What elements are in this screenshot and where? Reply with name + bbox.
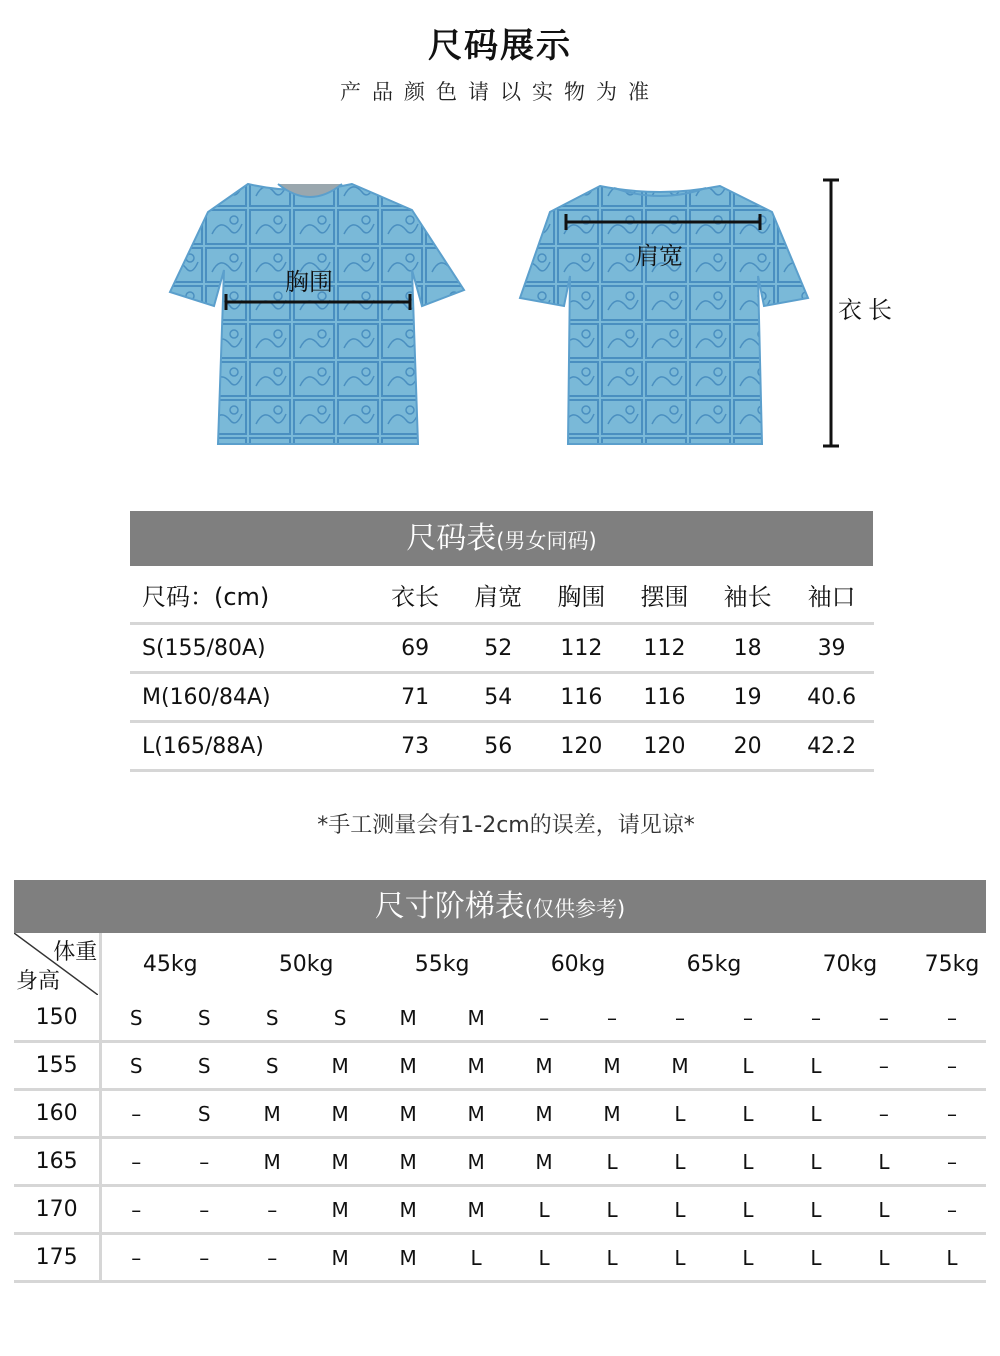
- ladder-size-cell: L: [510, 1234, 578, 1282]
- ladder-size-cell: –: [170, 1234, 238, 1282]
- table-cell: 112: [623, 624, 706, 673]
- ladder-size-cell: M: [442, 995, 510, 1042]
- ladder-size-cell: M: [578, 1090, 646, 1138]
- ladder-header-row: [14, 933, 986, 995]
- corner-weight-label: 体重: [53, 940, 98, 965]
- header-cell: 肩宽: [457, 566, 540, 624]
- ladder-size-cell: M: [306, 1186, 374, 1234]
- ladder-size-cell: M: [306, 1042, 374, 1090]
- ladder-size-cell: L: [918, 1234, 986, 1282]
- ladder-size-cell: L: [646, 1138, 714, 1186]
- ladder-size-cell: L: [646, 1090, 714, 1138]
- ladder-size-cell: L: [442, 1234, 510, 1282]
- size-table-subtitle: (男女同码): [496, 529, 597, 553]
- ladder-size-cell: –: [918, 1090, 986, 1138]
- page-subtitle: 产品颜色请以实物为准: [340, 80, 660, 104]
- ladder-size-cell: M: [442, 1042, 510, 1090]
- ladder-size-cell: L: [850, 1234, 918, 1282]
- header-cell: 摆围: [623, 566, 706, 624]
- ladder-row: [14, 1186, 986, 1234]
- table-cell: 116: [540, 673, 623, 722]
- ladder-size-cell: M: [306, 1138, 374, 1186]
- ladder-size-cell: L: [850, 1138, 918, 1186]
- table-cell: 20: [706, 722, 789, 771]
- ladder-size-cell: S: [101, 995, 171, 1042]
- ladder-size-cell: L: [714, 1234, 782, 1282]
- table-cell: S(155/80A): [130, 624, 374, 673]
- ladder-size-cell: L: [714, 1090, 782, 1138]
- height-cell: 150: [14, 995, 101, 1042]
- ladder-size-cell: –: [238, 1234, 306, 1282]
- height-cell: 170: [14, 1186, 101, 1234]
- ladder-size-cell: M: [306, 1234, 374, 1282]
- weight-header: 50kg: [278, 951, 334, 977]
- ladder-size-cell: L: [782, 1186, 850, 1234]
- ladder-row: [14, 1234, 986, 1282]
- table-cell: M(160/84A): [130, 673, 374, 722]
- ladder-size-cell: –: [170, 1186, 238, 1234]
- ladder-row: [14, 1042, 986, 1090]
- table-cell: 120: [540, 722, 623, 771]
- size-table: [130, 566, 874, 772]
- ladder-size-cell: S: [170, 1090, 238, 1138]
- header-cell: 衣长: [374, 566, 457, 624]
- table-cell: 39: [789, 624, 874, 673]
- table-cell: L(165/88A): [130, 722, 374, 771]
- table-row: [130, 722, 874, 771]
- table-cell: 116: [623, 673, 706, 722]
- ladder-size-cell: –: [646, 995, 714, 1042]
- header-cell: 尺码：(cm): [130, 566, 374, 624]
- ladder-size-cell: S: [170, 1042, 238, 1090]
- ladder-size-cell: –: [782, 995, 850, 1042]
- ladder-row: [14, 995, 986, 1042]
- ladder-size-cell: M: [442, 1090, 510, 1138]
- ladder-size-cell: S: [306, 995, 374, 1042]
- table-row: [130, 673, 874, 722]
- ladder-size-cell: L: [782, 1138, 850, 1186]
- ladder-size-cell: L: [782, 1234, 850, 1282]
- ladder-size-cell: L: [578, 1186, 646, 1234]
- shoulder-label: 肩宽: [635, 242, 683, 270]
- ladder-banner: [14, 880, 986, 933]
- ladder-size-cell: L: [646, 1186, 714, 1234]
- ladder-size-cell: M: [578, 1042, 646, 1090]
- table-cell: 120: [623, 722, 706, 771]
- ladder-size-cell: L: [578, 1138, 646, 1186]
- header-cell: 袖长: [706, 566, 789, 624]
- ladder-size-cell: M: [374, 995, 442, 1042]
- length-measure-line: [823, 180, 839, 446]
- ladder-size-cell: M: [374, 1090, 442, 1138]
- table-cell: 73: [374, 722, 457, 771]
- table-cell: 18: [706, 624, 789, 673]
- weight-header: 75kg: [924, 951, 980, 977]
- ladder-size-cell: L: [714, 1186, 782, 1234]
- ladder-size-cell: S: [238, 995, 306, 1042]
- ladder-corner-cell: [14, 933, 101, 995]
- ladder-row: [14, 1090, 986, 1138]
- ladder-size-cell: L: [850, 1186, 918, 1234]
- ladder-size-cell: M: [510, 1042, 578, 1090]
- ladder-size-cell: M: [374, 1042, 442, 1090]
- weight-header: 45kg: [142, 951, 198, 977]
- chest-label: 胸围: [285, 268, 333, 296]
- ladder-size-cell: –: [918, 1042, 986, 1090]
- ladder-size-cell: –: [850, 1090, 918, 1138]
- table-cell: 71: [374, 673, 457, 722]
- ladder-size-cell: –: [101, 1186, 171, 1234]
- ladder-size-cell: L: [646, 1234, 714, 1282]
- ladder-size-cell: –: [850, 1042, 918, 1090]
- weight-header: 70kg: [822, 951, 878, 977]
- size-table-header-row: [130, 566, 874, 624]
- tshirt-illustration: [160, 170, 920, 470]
- weight-header: 60kg: [550, 951, 606, 977]
- length-label: 衣长: [838, 296, 898, 324]
- ladder-size-cell: –: [714, 995, 782, 1042]
- table-cell: 56: [457, 722, 540, 771]
- measurement-note: *手工测量会有1-2cm的误差，请见谅*: [317, 813, 695, 838]
- ladder-size-cell: –: [101, 1138, 171, 1186]
- ladder-size-cell: S: [101, 1042, 171, 1090]
- header-cell: 袖口: [789, 566, 874, 624]
- ladder-size-cell: –: [918, 1186, 986, 1234]
- table-cell: 19: [706, 673, 789, 722]
- table-cell: 112: [540, 624, 623, 673]
- height-cell: 160: [14, 1090, 101, 1138]
- ladder-size-cell: M: [374, 1234, 442, 1282]
- weight-header: 65kg: [686, 951, 742, 977]
- ladder-size-cell: M: [238, 1090, 306, 1138]
- ladder-title: 尺寸阶梯表: [374, 889, 525, 924]
- ladder-size-cell: –: [918, 1138, 986, 1186]
- ladder-size-cell: M: [238, 1138, 306, 1186]
- table-cell: 54: [457, 673, 540, 722]
- height-cell: 165: [14, 1138, 101, 1186]
- ladder-size-cell: S: [170, 995, 238, 1042]
- back-tshirt: [520, 186, 808, 444]
- table-cell: 69: [374, 624, 457, 673]
- ladder-size-cell: M: [510, 1138, 578, 1186]
- ladder-size-cell: –: [101, 1234, 171, 1282]
- ladder-size-cell: M: [510, 1090, 578, 1138]
- ladder-size-cell: –: [101, 1090, 171, 1138]
- ladder-size-cell: M: [374, 1138, 442, 1186]
- table-cell: 52: [457, 624, 540, 673]
- size-table-banner: [130, 511, 873, 566]
- ladder-subtitle: (仅供参考): [524, 897, 626, 921]
- size-table-title: 尺码表: [406, 521, 497, 556]
- corner-height-label: 身高: [16, 969, 61, 994]
- ladder-size-cell: L: [714, 1138, 782, 1186]
- height-cell: 175: [14, 1234, 101, 1282]
- ladder-size-cell: L: [510, 1186, 578, 1234]
- ladder-size-cell: L: [714, 1042, 782, 1090]
- ladder-size-cell: L: [782, 1090, 850, 1138]
- front-tshirt: [170, 184, 464, 444]
- table-row: [130, 624, 874, 673]
- table-cell: 40.6: [789, 673, 874, 722]
- ladder-size-cell: S: [238, 1042, 306, 1090]
- header-cell: 胸围: [540, 566, 623, 624]
- height-cell: 155: [14, 1042, 101, 1090]
- ladder-size-cell: –: [510, 995, 578, 1042]
- ladder-size-cell: –: [918, 995, 986, 1042]
- ladder-size-cell: L: [578, 1234, 646, 1282]
- ladder-size-cell: –: [170, 1138, 238, 1186]
- page-title: 尺码展示: [428, 26, 572, 66]
- ladder-size-cell: –: [578, 995, 646, 1042]
- ladder-size-cell: M: [306, 1090, 374, 1138]
- ladder-size-cell: M: [646, 1042, 714, 1090]
- ladder-row: [14, 1138, 986, 1186]
- ladder-size-cell: M: [374, 1186, 442, 1234]
- ladder-size-cell: L: [782, 1042, 850, 1090]
- ladder-size-cell: –: [850, 995, 918, 1042]
- ladder-size-cell: –: [238, 1186, 306, 1234]
- size-ladder-table: [14, 933, 986, 1283]
- ladder-size-cell: M: [442, 1138, 510, 1186]
- weight-header: 55kg: [414, 951, 470, 977]
- table-cell: 42.2: [789, 722, 874, 771]
- ladder-size-cell: M: [442, 1186, 510, 1234]
